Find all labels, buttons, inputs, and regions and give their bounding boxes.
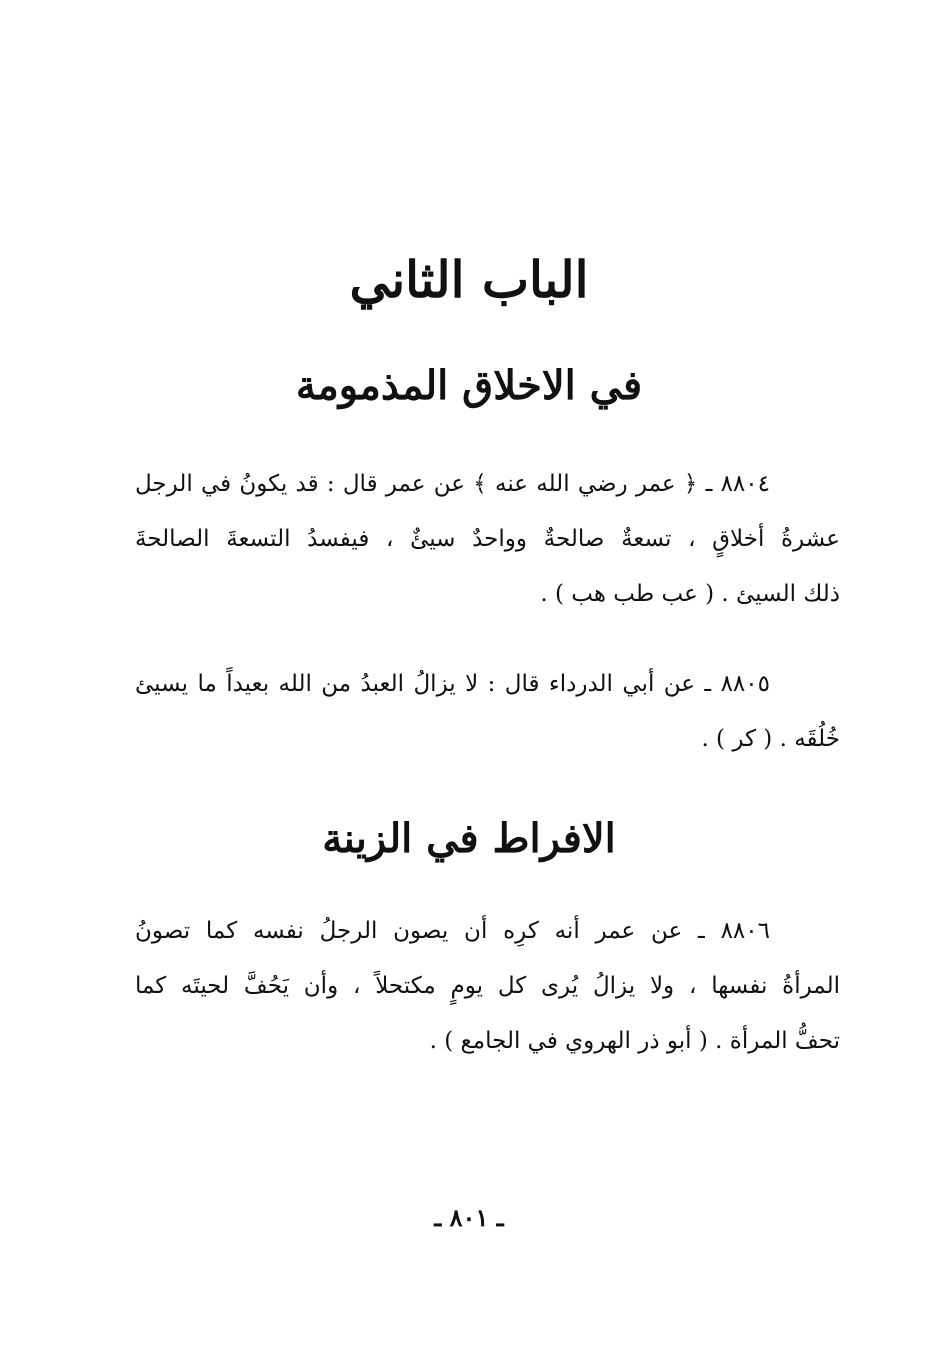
section-heading-excess-adornment: الافراط في الزينة [322,815,616,862]
text-line: ٨٨٠٦ ـ عن عمر أنه كرِه أن يصون الرجلُ نفسه كما تصونُ [135,918,770,944]
text-line: عشرةُ أخلاقٍ ، تسعةٌ صالحةٌ وواحدٌ سيئٌ ، فيفسدُ التسعةَ الصالحةَ [135,526,840,552]
text-line: ٨٨٠٥ ـ عن أبي الدرداء قال : لا يزالُ العبدُ من الله بعيداً ما يسيئ [135,671,770,697]
hadith-entry-8805 [135,657,840,767]
text-line: ذلك السيئ . ( عب طب هب ) . [540,581,840,607]
chapter-title: الباب الثاني [349,250,589,309]
page-number: ـ ٨٠١ ـ [434,1203,504,1232]
hadith-entry-8804 [135,457,840,622]
text-line: خُلُقَه . ( كر ) . [701,726,840,752]
hadith-entry-8806 [135,904,840,1069]
text-line: المرأةُ نفسها ، ولا يزالُ يُرى كل يومٍ مكتحلاً ، وأن يَحُفَّ لحيتَه كما [135,973,840,999]
section-heading-blameworthy-morals: في الاخلاق المذمومة [295,362,643,409]
text-line: ٨٨٠٤ ـ ﴿ عمر رضي الله عنه ﴾ عن عمر قال : قد يكونُ في الرجل [135,471,770,497]
text-line: تحفُّ المرأة . ( أبو ذر الهروي في الجامع ) . [429,1028,840,1054]
